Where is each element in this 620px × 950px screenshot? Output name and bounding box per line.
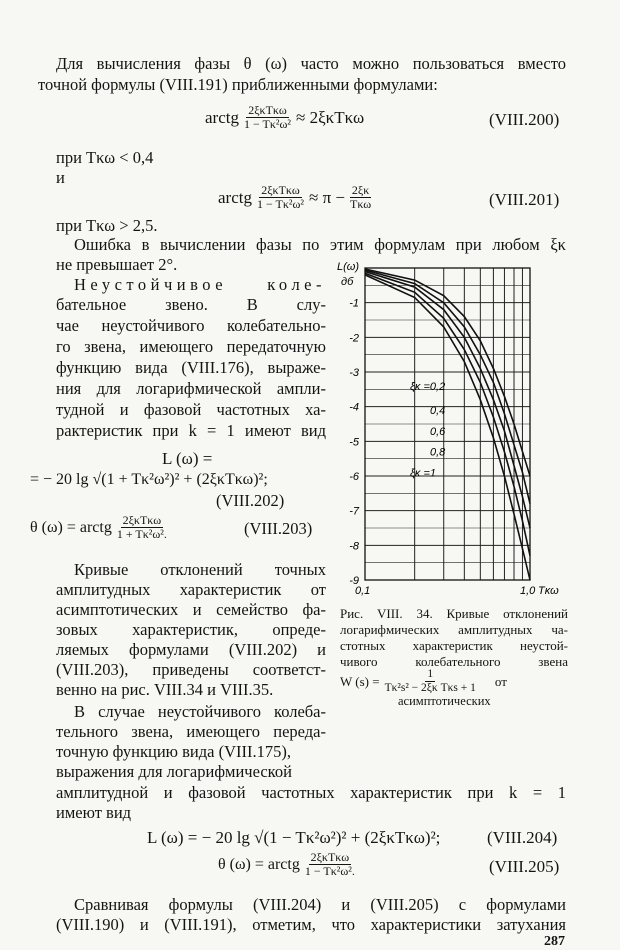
para-5-line-4: выражения для логарифмической	[56, 762, 292, 781]
equation-204: L (ω) = − 20 lg √(1 − Tκ²ω²)² + (2ξκTκω)²;	[147, 828, 441, 847]
caption-line-3: стотных характеристик неустой-	[340, 638, 568, 653]
figure-viii-34-chart	[330, 258, 570, 598]
equation-203-number: (VIII.203)	[244, 519, 313, 538]
caption-line-4: чивого колебательного звена	[340, 654, 568, 669]
eq201-middle: ≈ π −	[309, 187, 346, 207]
y-tick-label: -6	[349, 471, 359, 483]
para-4-line-3: асимптотических и семейство фа-	[56, 600, 326, 619]
x-tick-label: 1,0	[520, 585, 536, 597]
y-axis-label: L(ω)	[337, 261, 360, 273]
y-tick-label: -2	[349, 332, 359, 345]
para-6-line-1: Сравнивая формулы (VIII.204) и (VIII.205) с формулами	[74, 895, 566, 914]
eq200-rhs: ≈ 2ξκTκω	[296, 107, 365, 127]
eq200-numerator: 2ξκTκω	[248, 103, 287, 117]
caption-transfer-function	[340, 668, 507, 695]
para-5-line-5: амплитудной и фазовой частотных характеристик при k = 1	[56, 783, 566, 802]
equation-200	[205, 104, 364, 131]
eq201-lhs: arctg	[218, 187, 252, 207]
para-2-line-2: не превышает 2°.	[56, 255, 178, 274]
series-label: 0,4	[430, 405, 446, 418]
series-line-xi-1	[365, 275, 530, 580]
eq201-numerator-2: 2ξκ	[351, 183, 370, 197]
y-tick-label: -3	[349, 367, 359, 379]
condition-2: при Tκω > 2,5.	[56, 216, 158, 235]
para-5-line-2: тельного звена, имеющего переда-	[56, 722, 326, 741]
x-tick-label: 0,1	[355, 585, 371, 597]
eq201-denominator-1: 1 − Tκ²ω²	[256, 197, 305, 211]
conjunction-and: и	[56, 168, 65, 187]
series-label: 0,6	[430, 425, 446, 438]
para-2-line-1: Ошибка в вычислении фазы по этим формулам при любом ξκ	[74, 235, 566, 254]
para-4-line-1: Кривые отклонений точных	[74, 560, 326, 579]
caption-line-2: логарифмических амплитудных ча-	[340, 622, 568, 637]
caption-from: от	[494, 673, 507, 689]
eq205-numerator: 2ξκTκω	[310, 850, 350, 864]
equation-203	[30, 514, 172, 541]
x-axis-label: Tκω	[538, 585, 559, 597]
eq200-fraction	[242, 104, 293, 131]
equation-201-number: (VIII.201)	[489, 190, 560, 209]
section-heading-line-1: Неустойчивое коле-	[74, 275, 326, 294]
caption-fraction	[383, 668, 478, 695]
caption-fraction-denominator: Tκ²s² − 2ξκ Tκs + 1	[384, 682, 476, 694]
para-3-line-8: рактеристик при k = 1 имеют вид	[56, 421, 326, 440]
eq203-denominator: 1 + Tκ²ω².	[116, 527, 167, 541]
para-1-line-1: Для вычисления фазы θ (ω) часто можно пользоваться вместо	[56, 54, 566, 73]
eq200-denominator: 1 − Tκ²ω²	[243, 117, 292, 131]
para-5-line-3: точную функцию вида (VIII.175),	[56, 742, 291, 761]
eq201-fraction-1	[255, 184, 306, 211]
y-tick-label: -9	[349, 575, 359, 587]
series-label: 0,8	[430, 446, 446, 459]
equation-201	[218, 184, 376, 211]
condition-1: при Tκω < 0,4	[56, 148, 154, 167]
eq201-denominator-2: Tκω	[350, 197, 372, 211]
y-tick-label: -4	[349, 401, 359, 414]
eq205-lhs: θ (ω) = arctg	[218, 855, 300, 873]
eq202-line-2: = − 20 lg √(1 + Tκ²ω²)² + (2ξκTκω)²;	[30, 471, 268, 488]
para-5-line-6: имеют вид	[56, 803, 132, 822]
caption-fraction-numerator: 1	[427, 668, 434, 680]
series-label: ξκ =0,2	[410, 380, 446, 393]
para-4-line-7: венно на рис. VIII.34 и VIII.35.	[56, 680, 274, 699]
eq203-numerator: 2ξκTκω	[122, 513, 162, 527]
para-3-line-3: чае неустойчивого колебательно-	[56, 316, 326, 335]
caption-line-6: асимптотических	[398, 694, 491, 708]
eq203-lhs: θ (ω) = arctg	[30, 518, 112, 536]
eq201-fraction-2	[348, 184, 373, 211]
series-line-xi-0-4	[365, 270, 530, 504]
caption-line-1: Рис. VIII. 34. Кривые отклонений	[340, 606, 568, 621]
eq205-fraction	[303, 851, 357, 878]
para-3-line-7: тудной и фазовой частотных ха-	[56, 400, 326, 419]
para-3-line-2: бательное звено. В слу-	[56, 295, 326, 314]
y-axis-unit: дб	[341, 276, 354, 288]
para-3-line-4: го звена, имеющего передаточную	[56, 337, 326, 356]
y-tick-label: -7	[349, 505, 359, 518]
series-label: ξκ =1	[410, 467, 437, 480]
para-4-line-5: ляемых формулами (VIII.202) и	[56, 640, 326, 659]
page-number: 287	[544, 934, 565, 949]
para-4-line-6: (VIII.203), приведены соответст-	[56, 660, 326, 679]
para-6-line-2: (VIII.190) и (VIII.191), отметим, что характеристики затухания	[56, 915, 566, 934]
para-3-line-6: ния для логарифмической ампли-	[56, 379, 326, 398]
para-3-line-5: функцию вида (VIII.176), выраже-	[56, 358, 326, 377]
eq201-numerator-1: 2ξκTκω	[261, 183, 300, 197]
equation-205	[218, 851, 360, 878]
para-4-line-2: амплитудных характеристик от	[56, 580, 326, 599]
para-1-line-2: точной формулы (VIII.191) приближенными формулами:	[38, 75, 438, 94]
caption-w-lhs: W (s) =	[340, 673, 380, 689]
equation-202-number: (VIII.202)	[216, 491, 285, 510]
y-tick-label: -1	[349, 297, 359, 310]
para-5-line-1: В случае неустойчивого колеба-	[74, 702, 326, 721]
eq203-fraction	[115, 514, 169, 541]
eq200-lhs: arctg	[205, 107, 239, 127]
para-4-line-4: зовых характеристик, опреде-	[56, 620, 326, 639]
equation-204-number: (VIII.204)	[487, 828, 558, 847]
y-tick-label: -8	[349, 540, 359, 553]
equation-200-number: (VIII.200)	[489, 110, 560, 129]
eq202-line-1: L (ω) =	[162, 449, 213, 468]
eq205-denominator: 1 − Tκ²ω².	[304, 864, 355, 878]
equation-205-number: (VIII.205)	[489, 857, 560, 876]
y-tick-label: -5	[349, 436, 359, 449]
